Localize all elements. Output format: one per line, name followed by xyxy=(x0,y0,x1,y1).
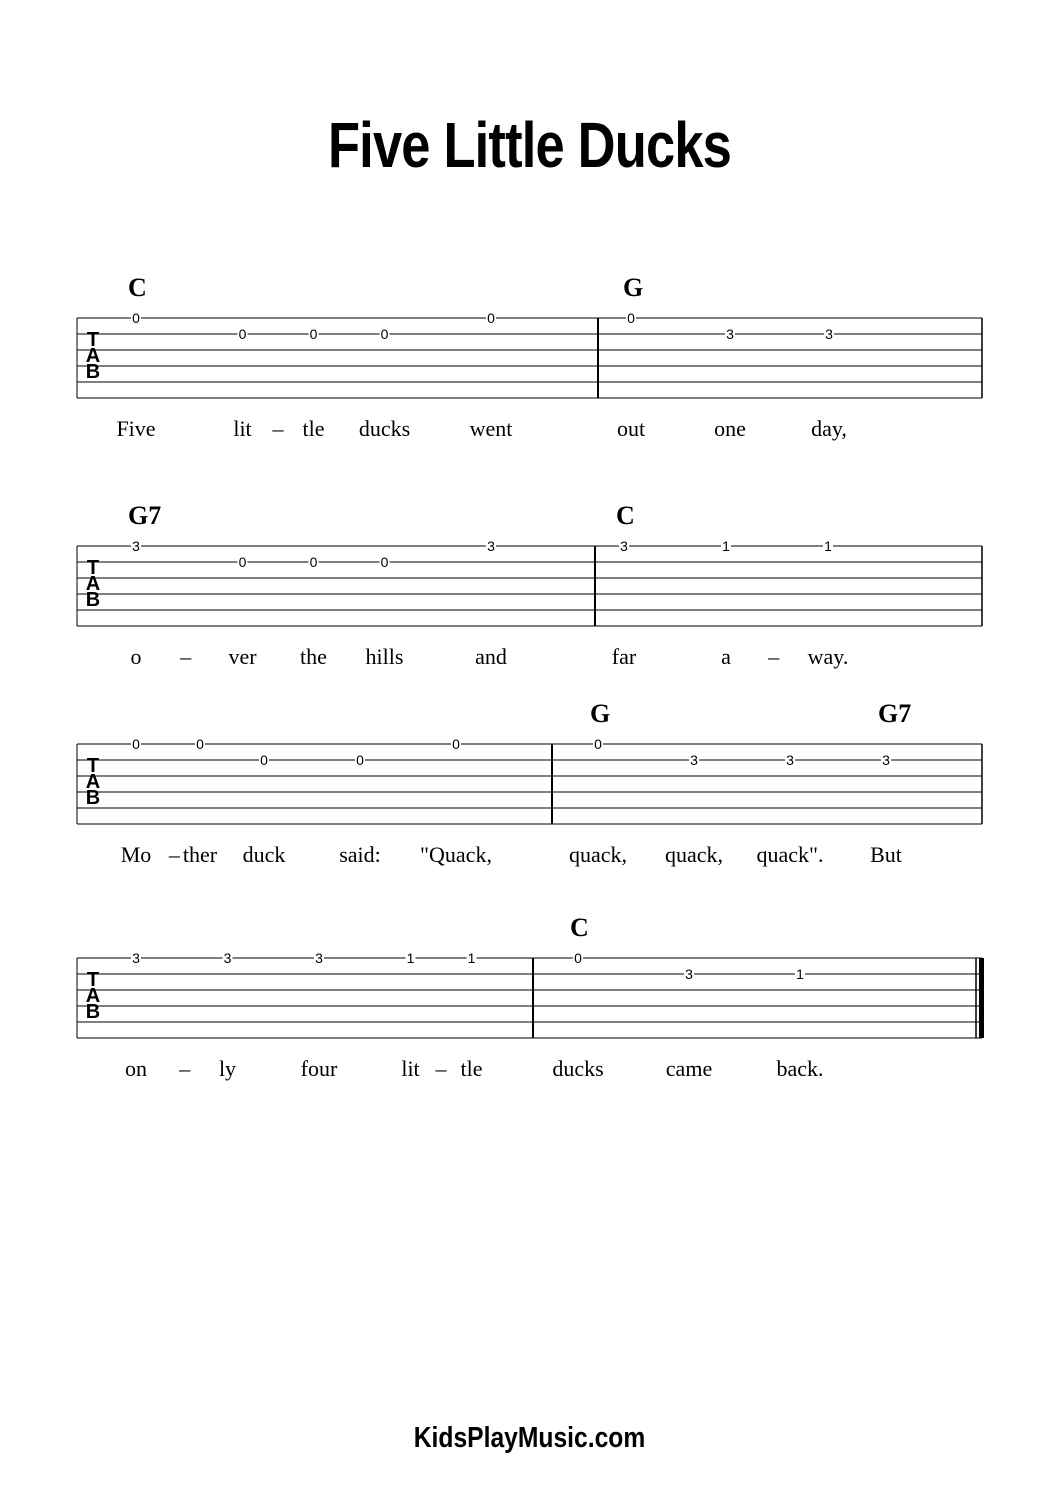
lyric-syllable: – xyxy=(180,644,192,669)
lyric-syllable: ther xyxy=(182,842,218,867)
lyric-syllable: ducks xyxy=(552,1056,604,1081)
fret-number: 0 xyxy=(574,950,582,966)
lyric-syllable: went xyxy=(469,416,513,441)
lyric-syllable: the xyxy=(300,644,327,669)
fret-number: 3 xyxy=(786,752,794,768)
lyric-syllable: said: xyxy=(339,842,381,867)
lyric-syllable: – xyxy=(272,416,284,441)
lyric-syllable: Five xyxy=(116,416,156,441)
fret-number: 0 xyxy=(196,736,204,752)
tab-system xyxy=(77,273,982,441)
lyric-syllable: ly xyxy=(218,1056,237,1081)
tab-clef-letter: B xyxy=(85,361,101,383)
fret-number: 0 xyxy=(238,554,247,570)
lyric-syllable: back. xyxy=(776,1056,824,1081)
tab-system xyxy=(77,699,982,867)
lyric-syllable: way. xyxy=(807,644,849,669)
fret-number: 1 xyxy=(467,950,476,966)
chord-symbol: C xyxy=(570,913,589,942)
fret-number: 1 xyxy=(722,538,730,554)
fret-number: 3 xyxy=(223,950,232,966)
tab-system xyxy=(77,501,982,669)
fret-number: 1 xyxy=(796,966,804,982)
lyric-syllable: on xyxy=(125,1056,147,1081)
final-barline-thick xyxy=(979,958,984,1038)
chord-symbol: C xyxy=(128,273,147,302)
fret-number: 0 xyxy=(487,310,495,326)
lyric-syllable: one xyxy=(714,416,746,441)
lyric-syllable: a xyxy=(721,644,731,669)
lyric-syllable: ver xyxy=(228,644,257,669)
fret-number: 3 xyxy=(487,538,495,554)
website-footer: KidsPlayMusic.com xyxy=(413,1422,646,1454)
lyric-syllable: lit xyxy=(401,1056,420,1081)
lyric-syllable: – xyxy=(435,1056,447,1081)
lyric-syllable: four xyxy=(300,1056,338,1081)
lyric-syllable: tle xyxy=(460,1056,483,1081)
lyric-syllable: quack". xyxy=(756,842,824,867)
fret-number: 0 xyxy=(132,310,140,326)
fret-number: 3 xyxy=(620,538,628,554)
fret-number: 0 xyxy=(380,326,389,342)
lyric-syllable: But xyxy=(870,842,902,867)
lyric-syllable: hills xyxy=(365,644,404,669)
tab-clef-letter: T xyxy=(86,557,100,579)
fret-number: 3 xyxy=(685,966,693,982)
lyric-syllable: – xyxy=(768,644,780,669)
fret-number: 0 xyxy=(238,326,247,342)
lyric-syllable: o xyxy=(130,644,142,669)
fret-number: 0 xyxy=(452,736,460,752)
chord-symbol: G7 xyxy=(878,699,912,728)
fret-number: 1 xyxy=(406,950,415,966)
lyric-syllable: ducks xyxy=(358,416,411,441)
fret-number: 0 xyxy=(260,752,268,768)
fret-number: 0 xyxy=(309,554,318,570)
chord-symbol: G xyxy=(623,273,644,302)
lyric-syllable: out xyxy=(616,416,646,441)
fret-number: 3 xyxy=(726,326,734,342)
lyric-syllable: tle xyxy=(302,416,325,441)
song-title: Five Little Ducks xyxy=(327,109,732,181)
fret-number: 0 xyxy=(627,310,635,326)
lyric-syllable: far xyxy=(611,644,637,669)
chord-symbol: C xyxy=(616,501,635,530)
fret-number: 3 xyxy=(315,950,323,966)
lyric-syllable: "Quack, xyxy=(420,842,492,867)
fret-number: 3 xyxy=(690,752,698,768)
chord-symbol: G7 xyxy=(128,501,162,530)
fret-number: 0 xyxy=(356,752,364,768)
lyric-syllable: quack, xyxy=(568,842,628,867)
lyric-syllable: duck xyxy=(242,842,286,867)
tab-clef-letter: B xyxy=(85,1001,101,1023)
fret-number: 0 xyxy=(132,736,140,752)
fret-number: 3 xyxy=(132,950,140,966)
fret-number: 3 xyxy=(132,538,140,554)
tab-clef-letter: B xyxy=(85,589,101,611)
tab-clef-letter: A xyxy=(85,985,101,1007)
tab-system xyxy=(77,913,984,1081)
fret-number: 3 xyxy=(882,752,890,768)
lyric-syllable: and xyxy=(475,644,507,669)
fret-number: 0 xyxy=(309,326,318,342)
lyric-syllable: – xyxy=(179,1056,191,1081)
tab-clef-letter: T xyxy=(86,329,100,351)
fret-number: 0 xyxy=(380,554,389,570)
tab-clef-letter: A xyxy=(85,573,101,595)
lyric-syllable: came xyxy=(665,1056,713,1081)
fret-number: 3 xyxy=(825,326,833,342)
tab-clef-letter: A xyxy=(85,345,101,367)
tab-clef-letter: T xyxy=(86,755,100,777)
fret-number: 0 xyxy=(594,736,602,752)
chord-symbol: G xyxy=(590,699,611,728)
tab-clef-letter: A xyxy=(85,771,101,793)
lyric-syllable: quack, xyxy=(664,842,724,867)
lyric-syllable: lit xyxy=(233,416,252,441)
tab-clef-letter: B xyxy=(85,787,101,809)
lyric-syllable: Mo xyxy=(120,842,152,867)
lyric-syllable: day, xyxy=(811,416,847,441)
fret-number: 1 xyxy=(824,538,832,554)
lyric-syllable: – xyxy=(168,842,180,867)
tab-clef-letter: T xyxy=(86,969,100,991)
